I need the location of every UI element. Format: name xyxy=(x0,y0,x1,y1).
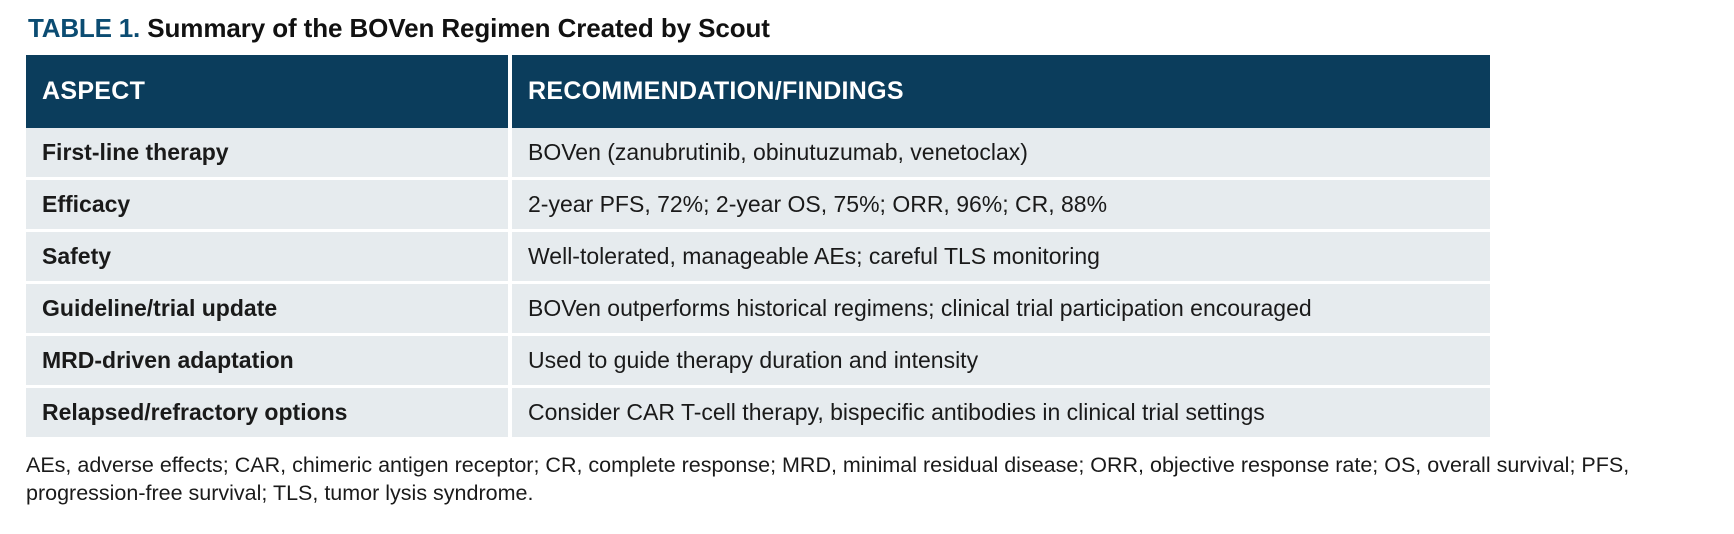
table-row xyxy=(26,386,1490,437)
table-header-row xyxy=(26,55,1490,128)
cell-finding: BOVen (zanubrutinib, obinutuzumab, venetoclax) xyxy=(510,128,1490,179)
cell-aspect: MRD-driven adaptation xyxy=(26,334,510,386)
cell-finding: Well-tolerated, manageable AEs; careful TLS monitoring xyxy=(510,230,1490,282)
cell-finding: Used to guide therapy duration and intensity xyxy=(510,334,1490,386)
cell-aspect: Safety xyxy=(26,230,510,282)
table-row xyxy=(26,230,1490,282)
cell-finding: Consider CAR T-cell therapy, bispecific antibodies in clinical trial settings xyxy=(510,386,1490,437)
summary-table xyxy=(26,55,1490,437)
table-caption-label: TABLE 1. xyxy=(28,13,141,43)
table-footnote: AEs, adverse effects; CAR, chimeric antigen receptor; CR, complete response; MRD, minimal residual disease; ORR, objective response rate; OS, overall survival; PFS, progression-free survival; TLS, tumor lysis syndrome. xyxy=(26,452,1630,505)
cell-finding: BOVen outperforms historical regimens; clinical trial participation encouraged xyxy=(510,282,1490,334)
cell-aspect: First-line therapy xyxy=(26,128,510,179)
table-caption-title: Summary of the BOVen Regimen Created by Scout xyxy=(147,13,770,43)
cell-aspect: Efficacy xyxy=(26,178,510,230)
table-row xyxy=(26,178,1490,230)
table-body xyxy=(26,128,1490,437)
table-row xyxy=(26,334,1490,386)
column-header-aspect: ASPECT xyxy=(26,55,510,128)
cell-aspect: Guideline/trial update xyxy=(26,282,510,334)
column-header-recommendation: RECOMMENDATION/FINDINGS xyxy=(510,55,1490,128)
table-caption xyxy=(28,14,1712,43)
table-row xyxy=(26,282,1490,334)
table-row xyxy=(26,128,1490,179)
cell-aspect: Relapsed/refractory options xyxy=(26,386,510,437)
cell-finding: 2-year PFS, 72%; 2-year OS, 75%; ORR, 96%; CR, 88% xyxy=(510,178,1490,230)
table-head xyxy=(26,55,1490,128)
